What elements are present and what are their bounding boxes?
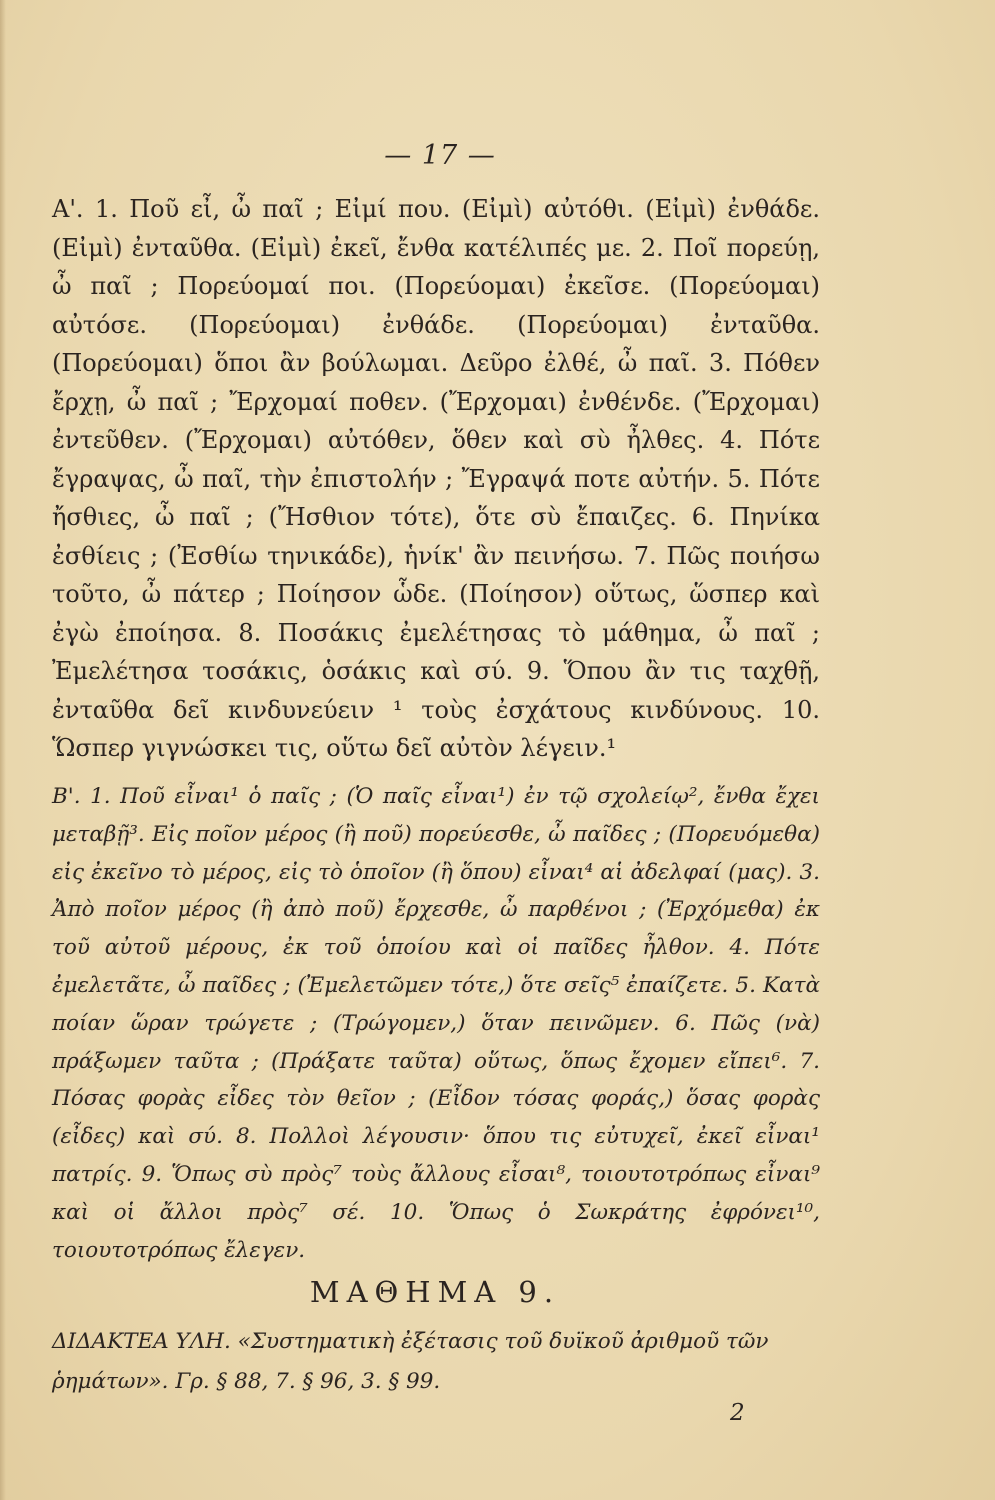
lesson-material-description: ΔΙΔΑΚΤΕΑ ΥΛΗ. «Συστηματικὴ ἐξέτασις τοῦ δυϊκοῦ ἀριθμοῦ τῶν ῥημάτων». Γρ. § 88, 7. § 96, 3. § 99. (52, 1329, 769, 1394)
exercise-section-a: Α'. 1. Ποῦ εἶ, ὦ παῖ ; Εἰμί που. (Εἰμὶ) αὐτόθι. (Εἰμὶ) ἐνθάδε. (Εἰμὶ) ἐνταῦθα. (Εἰμὶ) ἐκεῖ, ἔνθα κατέλιπές με. 2. Ποῖ πορεύῃ, ὦ παῖ ; Πορεύομαί ποι. (Πορεύομαι) ἐκεῖσε. (Πορεύομαι) αὐτόσε. (Πορεύομαι) ἐνθάδε. (Πορεύομαι) ἐνταῦθα. (Πορεύομαι) ὅποι ἂν βούλωμαι. Δεῦρο ἐλθέ, ὦ παῖ. 3. Πόθεν ἔρχῃ, ὦ παῖ ; Ἔρχομαί ποθεν. (Ἔρχομαι) ἐνθένδε. (Ἔρχομαι) ἐντεῦθεν. (Ἔρχομαι) αὐτόθεν, ὅθεν καὶ σὺ ἦλθες. 4. Πότε ἔγραψας, ὦ παῖ, τὴν ἐπιστολήν ; Ἔγραψά ποτε αὐτήν. 5. Πότε ἤσθιες, ὦ παῖ ; (Ἤσθιον τότε), ὅτε σὺ ἔπαιζες. 6. Πηνίκα ἐσθίεις ; (Ἐσθίω τηνικάδε), ἡνίκ' ἂν πεινήσω. 7. Πῶς ποιήσω τοῦτο, ὦ πάτερ ; Ποίησον ὧδε. (Ποίησον) οὕτως, ὥσπερ καὶ ἐγὼ ἐποίησα. 8. Ποσάκις ἐμελέτησας τὸ μάθημα, ὦ παῖ ; Ἐμελέτησα τοσάκις, ὁσάκις καὶ σύ. 9. Ὅπου ἂν τις ταχθῇ, ἐνταῦθα δεῖ κινδυνεύειν ¹ τοὺς ἐσχάτους κινδύνους. 10. Ὥσπερ γιγνώσκει τις, οὕτω δεῖ αὐτὸν λέγειν.¹ (52, 195, 820, 762)
printer-signature-mark: 2 (730, 1400, 745, 1426)
page-number: — 17 — (384, 140, 496, 171)
lesson-heading: ΜΑΘΗΜΑ 9. (309, 1275, 561, 1309)
exercise-section-b: Β'. 1. Ποῦ εἶναι¹ ὁ παῖς ; (Ὁ παῖς εἶναι¹) ἐν τῷ σχολείῳ², ἔνθα ἔχει μεταβῇ³. Εἰς ποῖον μέρος (ἢ ποῦ) πορεύεσθε, ὦ παῖδες ; (Πορευόμεθα) εἰς ἐκεῖνο τὸ μέρος, εἰς τὸ ὁποῖον (ἢ ὅπου) εἶναι⁴ αἱ ἀδελφαί (μας). 3. Ἀπὸ ποῖον μέρος (ἢ ἀπὸ ποῦ) ἔρχεσθε, ὦ παρθένοι ; (Ἐρχόμεθα) ἐκ τοῦ αὐτοῦ μέρους, ἐκ τοῦ ὁποίου καὶ οἱ παῖδες ἦλθον. 4. Πότε ἐμελετᾶτε, ὦ παῖδες ; (Ἐμελετῶμεν τότε,) ὅτε σεῖς⁵ ἐπαίζετε. 5. Κατὰ ποίαν ὥραν τρώγετε ; (Τρώγομεν,) ὅταν πεινῶμεν. 6. Πῶς (νὰ) πράξωμεν ταῦτα ; (Πράξατε ταῦτα) οὕτως, ὅπως ἔχομεν εἴπει⁶. 7. Πόσας φορὰς εἶδες τὸν θεῖον ; (Εἶδον τόσας φοράς,) ὅσας φορὰς (εἶδες) καὶ σύ. 8. Πολλοὶ λέγουσιν· ὅπου τις εὐτυχεῖ, ἐκεῖ εἶναι¹ πατρίς. 9. Ὅπως σὺ πρὸς⁷ τοὺς ἄλλους εἶσαι⁸, τοιουτοτρόπως εἶναι⁹ καὶ οἱ ἄλλοι πρὸς⁷ σέ. 10. Ὅπως ὁ Σωκράτης ἐφρόνει¹⁰, τοιουτοτρόπως ἔλεγεν. (52, 784, 820, 1263)
